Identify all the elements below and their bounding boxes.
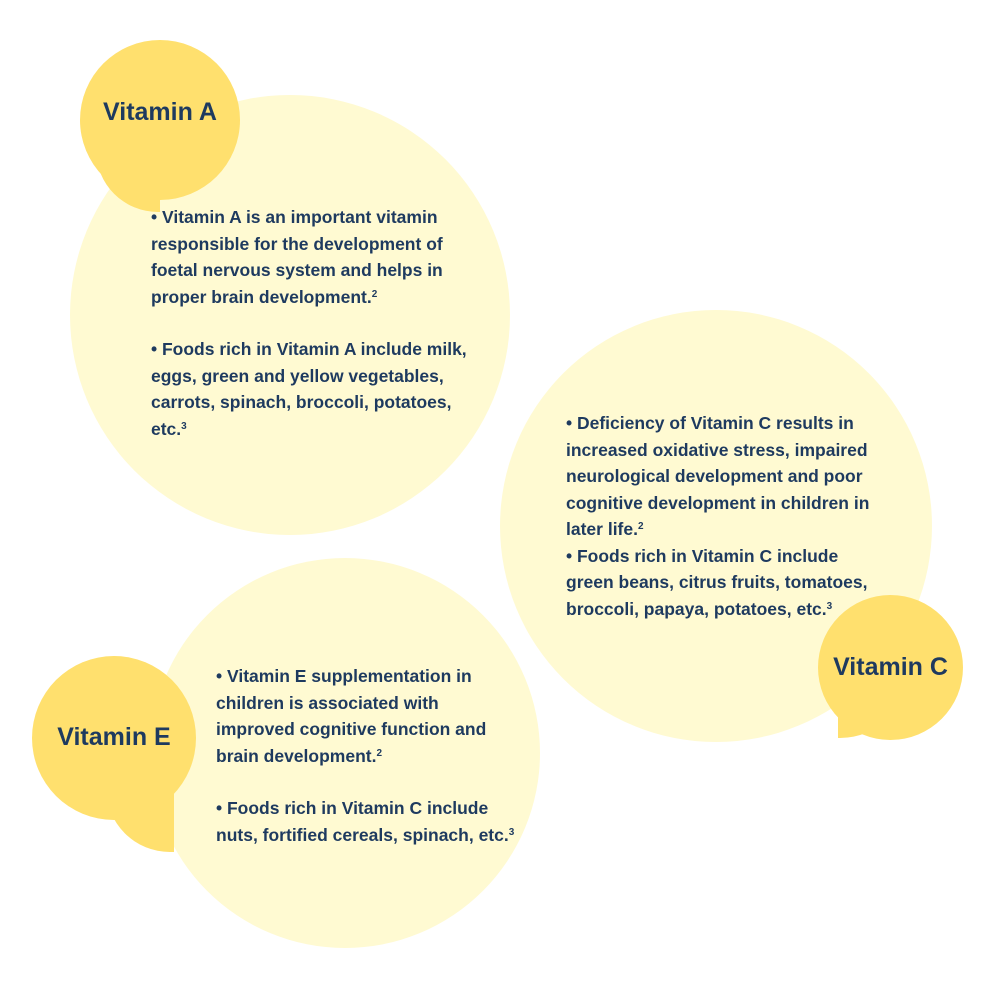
vitamin-a-ref-1: 2 (371, 288, 378, 300)
vitamin-e-ref-2: 3 (508, 826, 515, 838)
vitamin-a-text (151, 204, 469, 442)
vitamin-a-ref-2: 3 (181, 420, 187, 432)
vitamin-a-point-2: • Foods rich in Vitamin A include milk, eggs, green and yellow vegetables, carrots, spinach, broccoli, potatoes, etc.$^3$ (151, 339, 467, 439)
vitamin-a-title: Vitamin A (103, 98, 217, 126)
vitamin-a-point-1: • Vitamin A is an important vitamin responsible for the development of foetal nervous system and helps in proper brain development.$^2$ (151, 207, 443, 307)
vitamin-c-ref-1: 2 (637, 521, 644, 532)
vitamin-c-text (566, 410, 888, 622)
vitamin-e-text (216, 663, 516, 848)
vitamin-c-title: Vitamin C (833, 653, 948, 681)
vitamin-c-point-1: • Deficiency of Vitamin C results in increased oxidative stress, impaired neurological development and poor cognitive development in children in later life.$^2$ (566, 413, 870, 539)
vitamin-e-title: Vitamin E (57, 723, 171, 751)
vitamin-c-ref-2: 3 (826, 600, 833, 612)
vitamin-e-point-1: • Vitamin E supplementation in children is associated with improved cognitive function and brain development.$^2$ (216, 666, 487, 766)
vitamin-e-ref-1: 2 (376, 747, 383, 759)
vitamin-e-point-2: • Foods rich in Vitamin C include nuts, fortified cereals, spinach, etc.$^3$ (216, 798, 515, 845)
vitamin-c-point-2: • Foods rich in Vitamin C include green beans, citrus fruits, tomatoes, broccoli, papaya, potatoes, etc.$^3$ (566, 545, 868, 619)
